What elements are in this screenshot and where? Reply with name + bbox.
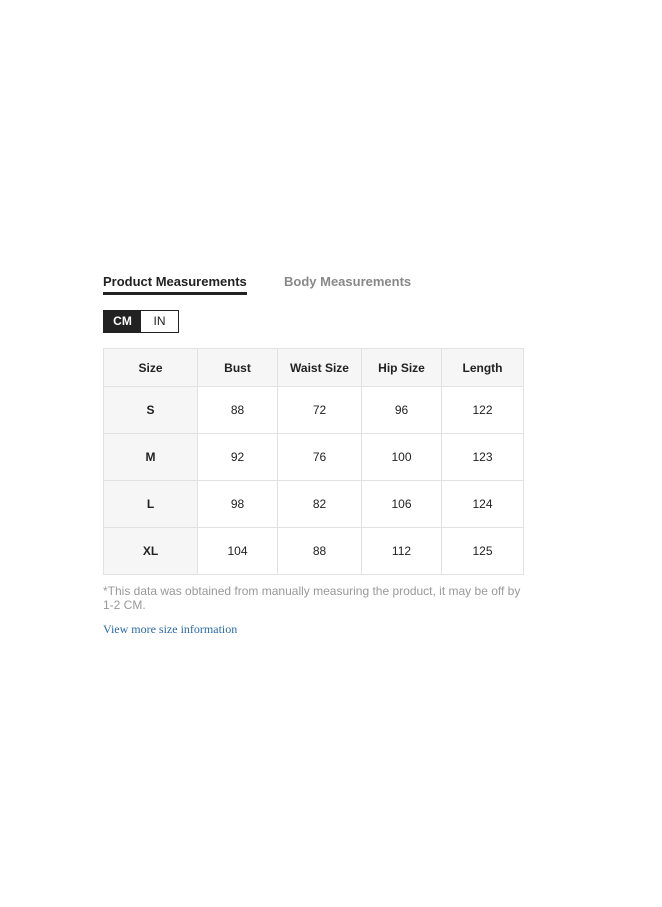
length-cell: 123 (442, 434, 524, 481)
hip-cell: 96 (362, 387, 442, 434)
waist-cell: 82 (278, 481, 362, 528)
hip-cell: 112 (362, 528, 442, 575)
hip-cell: 106 (362, 481, 442, 528)
size-cell: L (104, 481, 198, 528)
header-length: Length (442, 349, 524, 387)
header-size: Size (104, 349, 198, 387)
hip-cell: 100 (362, 434, 442, 481)
unit-in-button[interactable]: IN (141, 311, 178, 332)
table-row (104, 434, 524, 481)
table-row (104, 528, 524, 575)
table-row (104, 481, 524, 528)
header-hip-size: Hip Size (362, 349, 442, 387)
unit-cm-button[interactable]: CM (104, 311, 141, 332)
table-header-row (104, 349, 524, 387)
size-cell: XL (104, 528, 198, 575)
table-row (104, 387, 524, 434)
bust-cell: 98 (198, 481, 278, 528)
size-cell: S (104, 387, 198, 434)
measurement-note: *This data was obtained from manually measuring the product, it may be off by 1-2 CM. (103, 584, 521, 612)
bust-cell: 88 (198, 387, 278, 434)
waist-cell: 88 (278, 528, 362, 575)
bust-cell: 104 (198, 528, 278, 575)
unit-toggle (103, 310, 179, 333)
waist-cell: 72 (278, 387, 362, 434)
bust-cell: 92 (198, 434, 278, 481)
waist-cell: 76 (278, 434, 362, 481)
length-cell: 125 (442, 528, 524, 575)
header-bust: Bust (198, 349, 278, 387)
measurement-tabs (103, 274, 523, 294)
header-waist-size: Waist Size (278, 349, 362, 387)
size-table (103, 348, 524, 575)
view-more-size-link[interactable]: View more size information (103, 622, 238, 636)
length-cell: 122 (442, 387, 524, 434)
size-cell: M (104, 434, 198, 481)
length-cell: 124 (442, 481, 524, 528)
tab-body-measurements[interactable]: Body Measurements (284, 274, 412, 289)
tab-product-measurements[interactable]: Product Measurements (103, 274, 247, 295)
